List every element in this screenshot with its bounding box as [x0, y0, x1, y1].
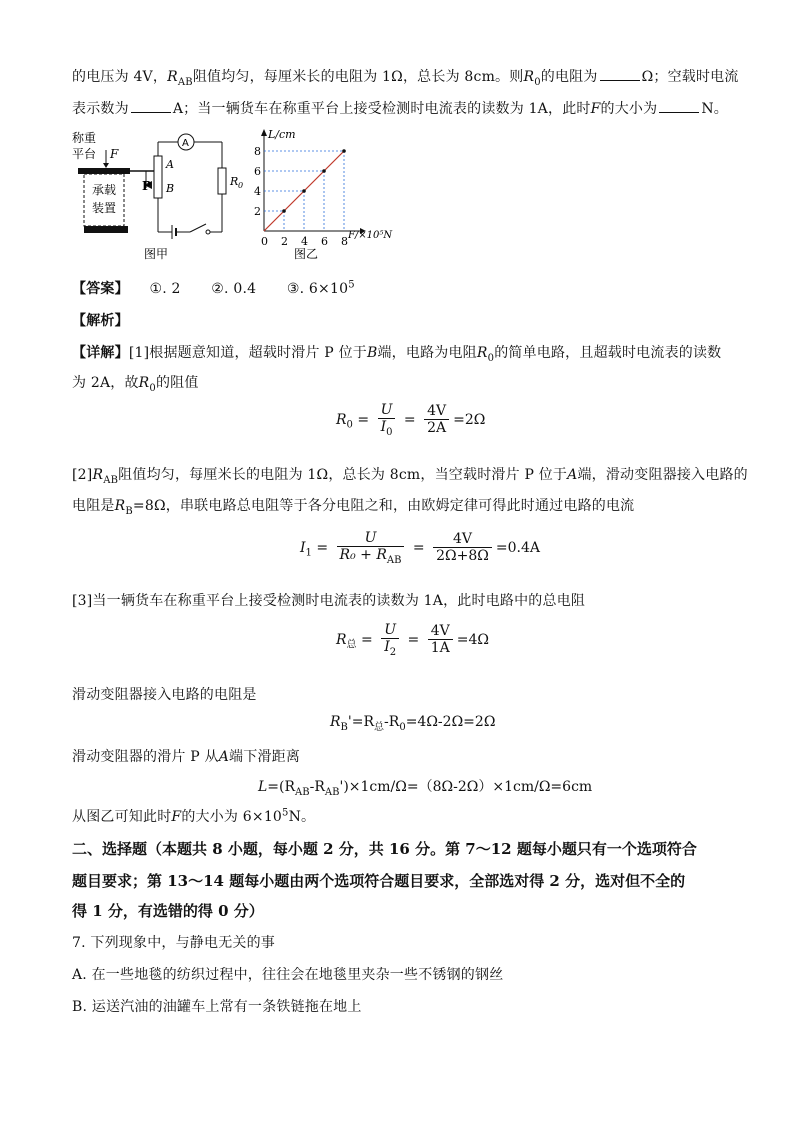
x-tick-label-1: 2 [281, 235, 288, 248]
caption-figure-jia: 图甲 [144, 247, 169, 261]
x-axis-label: F/×10⁵N [348, 230, 393, 241]
analysis-p6: 从图乙可知此时F的大小为 $6\times 10^5N$。 [72, 807, 316, 825]
section-2-line-3: 得 1 分，有选错的得 0 分） [72, 902, 264, 920]
label-platform-1: 称重 [72, 131, 97, 145]
analysis-p5: 滑动变阻器的滑片 P 从A端下滑距离 [72, 749, 301, 765]
equation-5: $L=(R_{AB}-R_{AB}')\times 1cm/\Omega=(8\Omega-2\Omega)\times 1cm/\Omega=6cm$ [258, 779, 593, 798]
x-tick-label-3: 6 [321, 235, 328, 248]
answer-line [72, 278, 355, 298]
switch-contact [206, 230, 210, 234]
caption-figure-yi: 图乙 [294, 247, 319, 261]
section-2-line-1: 二、选择题（本题共 8 小题，每小题 2 分，共 16 分。第 7～12 题每小题只有一个选项符合 [72, 840, 697, 858]
data-point-4 [342, 149, 346, 153]
label-r0: R [230, 175, 239, 188]
analysis-p2-line2: 电阻是$R_B=8\Omega$，串联电路总电阻等于各分电阻之和，由欧姆定律可得此时通过电路的电流 [72, 498, 635, 517]
answer-blank-3 [659, 100, 699, 113]
question-7-option-b: B. 运送汽油的油罐车上常有一条铁链拖在地上 [72, 999, 362, 1015]
data-point-1 [282, 209, 286, 213]
label-force: F [110, 147, 119, 161]
base-plate [84, 226, 128, 233]
label-device-2: 装置 [92, 201, 117, 215]
data-point-3 [322, 169, 326, 173]
answer-3: ③. $6\times 10^5$ [286, 279, 355, 297]
question-7-stem: 7. 下列现象中，与静电无关的事 [72, 935, 276, 951]
label-b: B [166, 182, 175, 195]
weigh-platform [78, 168, 130, 174]
x-tick-label-2: 4 [301, 235, 308, 248]
y-axis-arrow [261, 129, 267, 136]
x-tick-label-4: 8 [341, 235, 348, 248]
label-a: A [166, 158, 174, 171]
problem-text-line-2: 表示数为 A；当一辆货车在称重平台上接受检测时电流表的读数为 1A，此时F的大小为 N。 [72, 101, 728, 117]
label-platform-2: 平台 [72, 147, 97, 161]
answer-1: ①. 2 [149, 281, 181, 297]
analysis-p4: 滑动变阻器接入电路的电阻是 [72, 687, 257, 703]
analysis-p1-line1: 【详解】[1]根据题意知道，超载时滑片 P 位于B端，电路为电阻$R_0$的简单电路，且超载时电流表的读数 [72, 345, 722, 364]
y-tick-label-0: 2 [254, 205, 261, 218]
y-tick-label-1: 4 [254, 185, 261, 198]
data-point-2 [302, 189, 306, 193]
y-tick-label-3: 8 [254, 145, 261, 158]
y-tick-label-2: 6 [254, 165, 261, 178]
figure-jia-circuit [66, 128, 246, 268]
analysis-label: 【解析】 [72, 313, 129, 329]
resistor-r0 [218, 168, 226, 194]
section-2-line-2: 题目要求；第 13～14 题每小题由两个选项符合题目要求，全部选对得 2 分，选对但不全的 [72, 872, 686, 890]
analysis-p3: [3]当一辆货车在称重平台上接受检测时电流表的读数为 1A，此时电路中的总电阻 [72, 593, 586, 609]
rheostat-rab [154, 156, 162, 198]
equation-3: $R_总$ = $\frac{U}{I_2}$ = $\frac{4V}{1A}$ =4Ω [336, 622, 490, 658]
answer-blank-1 [600, 68, 640, 81]
figure-yi-chart [250, 126, 410, 266]
analysis-p2-line1: $[2]R_{AB}$阻值均匀，每厘米长的电阻为 1Ω，总长为 8cm，当空载时滑片 P 位于A端，滑动变阻器接入电路的 [72, 467, 748, 486]
y-axis-label: L/cm [268, 128, 296, 141]
equation-2: $I_1$ = $\frac{U}{R_0 + R_{AB}}$ = $\frac{4V}{2\Omega+8\Omega}$ =0.4A [300, 530, 540, 566]
force-arrow-head [103, 163, 109, 168]
label-p: P [142, 179, 152, 193]
equation-4: $R_B'=R_总-R_0=4\Omega-2\Omega=2\Omega$ [330, 714, 496, 733]
answer-label: 【答案】 [72, 281, 129, 297]
switch-blade [190, 224, 206, 232]
equation-1: $R_0$ = $\frac{U}{I_0}$ = $\frac{4V}{2A}$ =2Ω [336, 402, 486, 438]
load-device-box [84, 174, 124, 226]
label-device-1: 承载 [92, 183, 117, 197]
problem-text-line-1: 的电压为 4V，$R_{AB}$阻值均匀，每厘米长的电阻为 1Ω，总长为 8cm。则$R_0$的电阻为 Ω；空载时电流 [72, 69, 739, 88]
label-r0-sub: 0 [238, 181, 244, 190]
x-tick-label-0: 0 [261, 235, 268, 248]
question-7-option-a: A. 在一些地毯的纺织过程中，往往会在地毯里夹杂一些不锈钢的钢丝 [72, 967, 504, 983]
analysis-p1-line2: 为 2A，故$R_0$的阻值 [72, 375, 199, 394]
answer-blank-2 [131, 100, 171, 113]
answer-2: ②. 0.4 [211, 281, 257, 297]
ammeter-label: A [182, 138, 189, 149]
